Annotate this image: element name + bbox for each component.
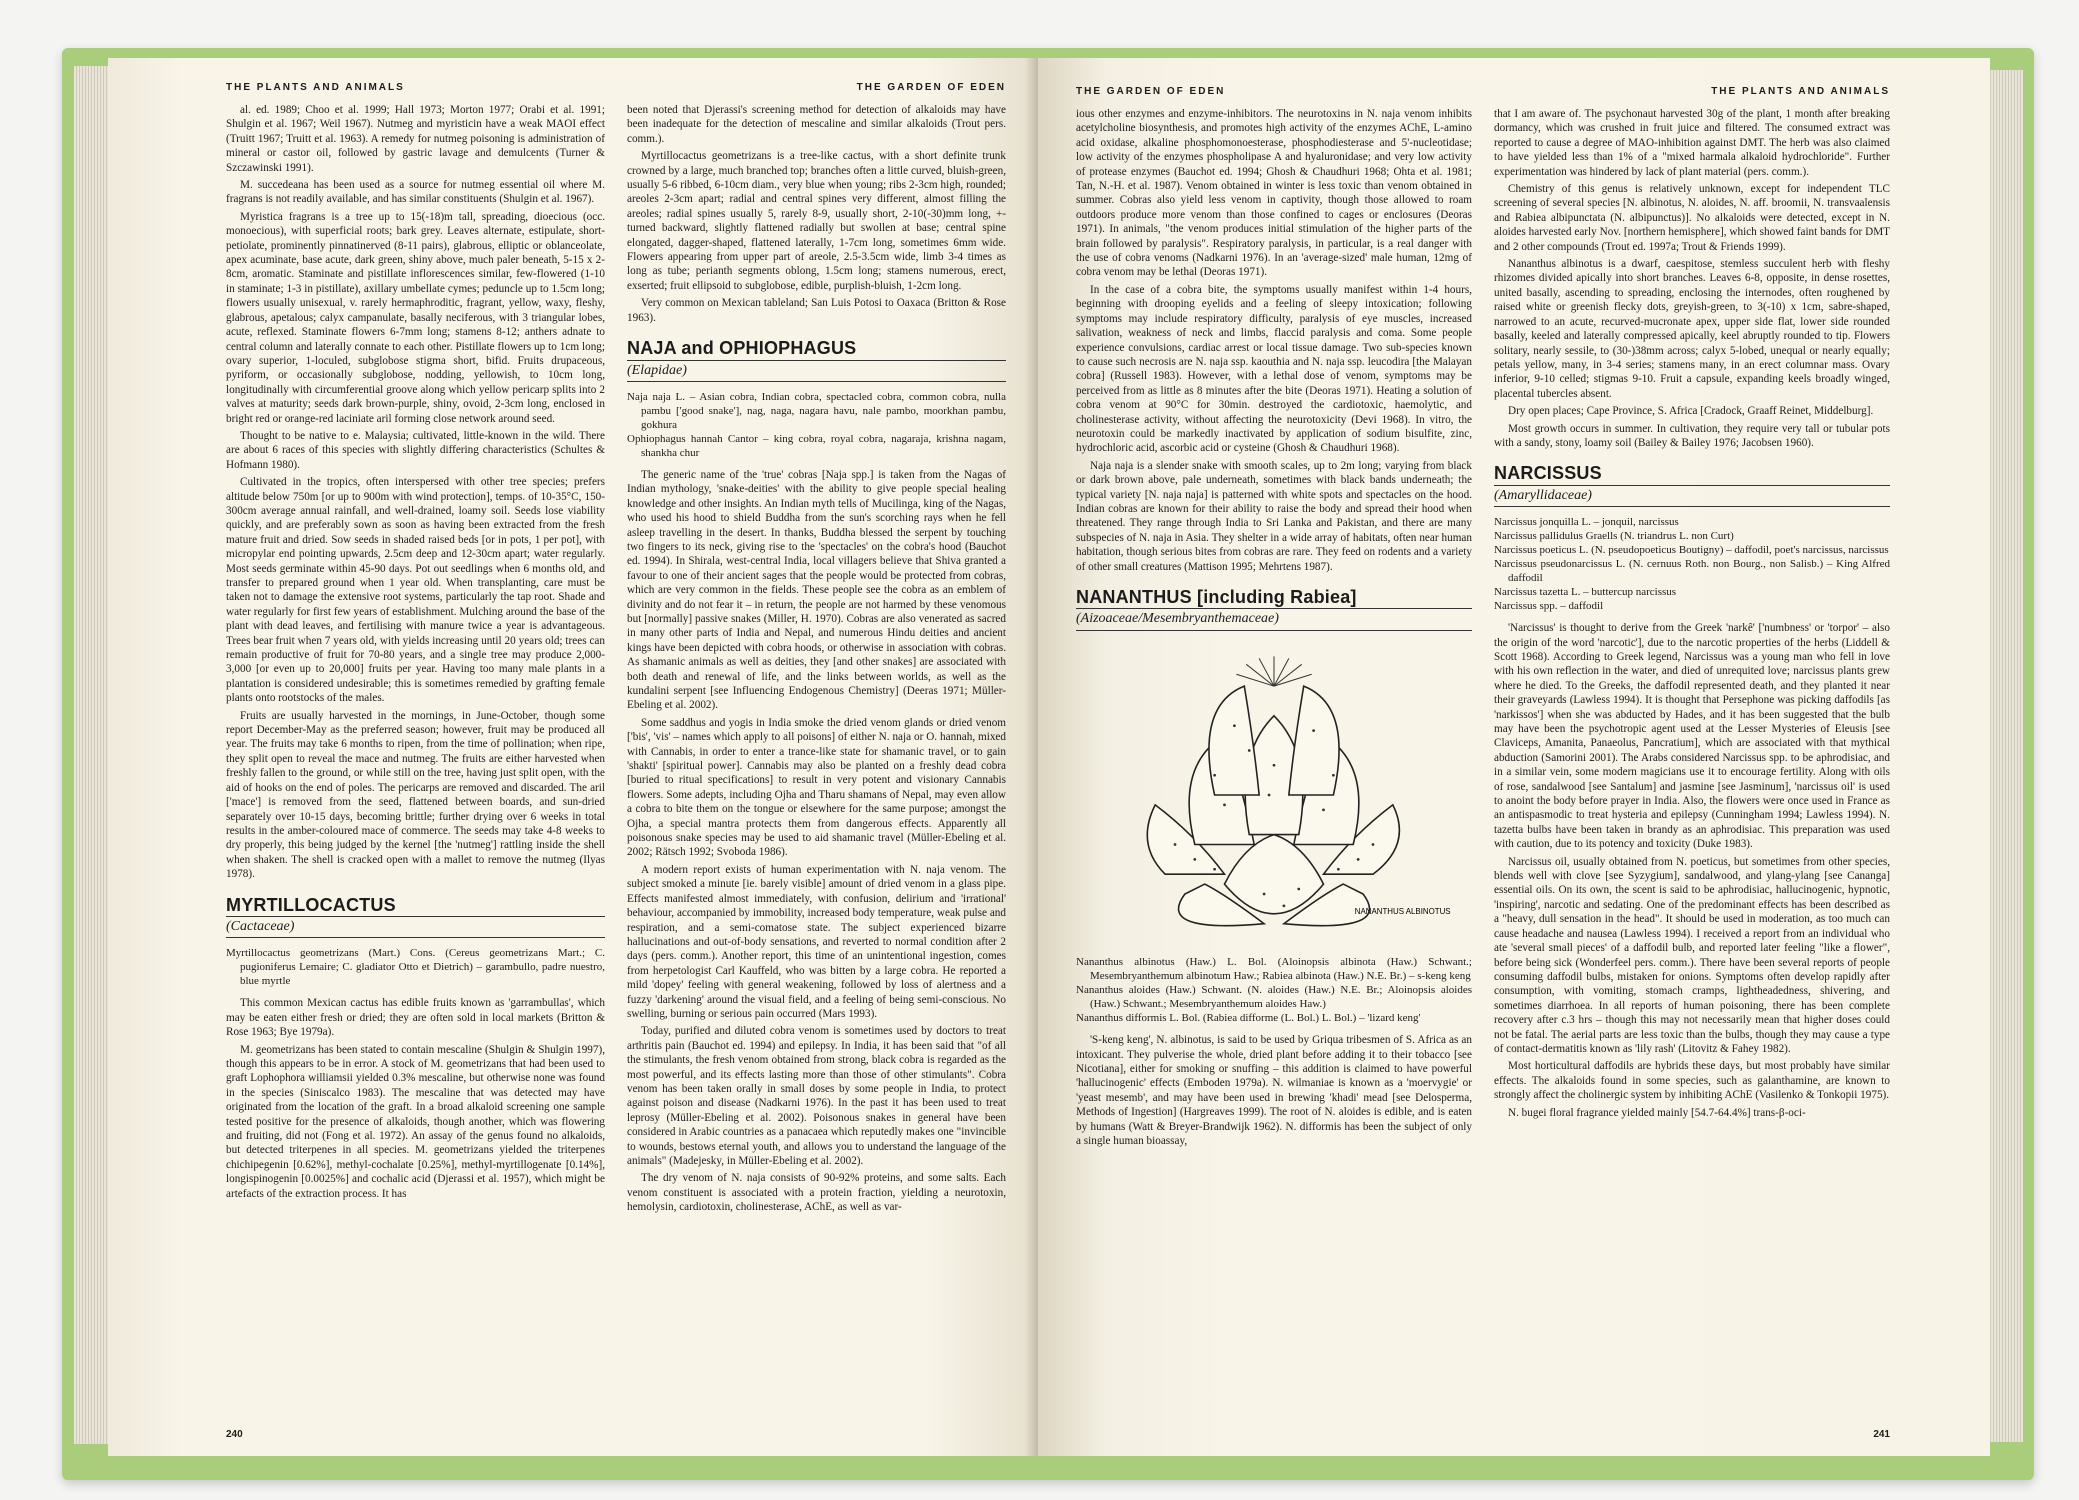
paragraph: Most growth occurs in summer. In cultivation, they require very tall or tubular pots with a sandy, stony, loamy soil (Bailey & Bailey 1976; Jacobsen 1960). [1494, 422, 1890, 449]
paragraph: Myrtillocactus geometrizans is a tree-like cactus, with a short definite trunk crowned by a large, much branched top; branches often a little curved, bluish-green, usually 5-6 ribbed, 6-10cm diam., very blue when young; ribs 2-3cm high, rounded; areoles 2-3cm apart; radial and central spines very different, almost filling the areoles; radial spines usually 5, rarely 8-9, usually short, 2-10(-30)mm long, +- turned backward, slightly flattened radially but swollen at base; central spine elongated, dagger-shaped, flattened laterally, 1-7cm long, sometimes 6mm wide. Flowers appearing from upper part of areole, 2.5-3.5cm wide, limb 3-4 times as long as tube; perianth segments oblong, 1.5cm long; stamens numerous, erect, exserted; fruit ellipsoid to subglobose, edible, purplish-bluish, 1-2cm long. [627, 150, 1006, 292]
nananthus-cont [1494, 107, 1890, 450]
paragraph: Most horticultural daffodils are hybrids these days, but most probably have similar effects. The alkaloids found in some species, such as galanthamine, are known to strongly affect the cholinergic system by inhibiting AChE (Vasilenko & Tonkopii 1975). [1494, 1060, 1890, 1102]
synonym-entry: Narcissus pallidulus Graells (N. triandrus L. non Curt) [1494, 530, 1734, 543]
paragraph: that I am aware of. The psychonaut harvested 30g of the plant, 1 month after breaking dormancy, which was crushed in fruit juice and filtered. The consumed extract was reported to cause a degree of MAO-inhibition against DMT. The herb was also claimed to have yielded less than 1% of a "mixed harmala alkaloid hydrochloride". Further experimentation was hindered by lack of plant material (pers. comm.). [1494, 108, 1890, 178]
synonym-entry: Nananthus difformis L. Bol. (Rabiea difforme (L. Bol.) L. Bol.) – 'lizard keng' [1076, 1012, 1421, 1025]
paragraph: In the case of a cobra bite, the symptoms usually manifest within 1-4 hours, beginning with drooping eyelids and a feeling of sleepy intoxication; following symptoms may include respiratory difficulty, paralysis of eye muscles, increased salivation, weakness of neck and limbs, flaccid paralysis and coma. Some people experience convulsions, cardiac arrest or local tissue damage. Two sub-species known to cause such necrosis are N. naja ssp. kaouthia and N. naja ssp. leucodira [the Malayan cobra] (Russell 1983). However, with a lethal dose of venom, symptoms may be perceived from as little as 8 minutes after the bite (Deoras 1971). Heating a solution of cobra venom at 90°C for 30min. destroyed the cardiotoxic, haemolytic, and cholinesterase activity, without affecting the neurotoxicity (Devi 1968). In vitro, the neurotoxin could be markedly inactivated by application of sodium bisulfite, zinc, hydrochloric acid, ascorbic acid or cysteine (Ghosh & Chaudhuri 1968). [1076, 283, 1472, 455]
synonym-entry: Nananthus aloides (Haw.) Schwant. (N. aloides (Haw.) N.E. Br.; Aloinopsis aloides (Haw.) Schwant.; Mesembryanthemum aloides Haw.) [1076, 984, 1472, 1011]
family-myrtillocactus: (Cactaceae) [226, 916, 605, 938]
paragraph: 'Narcissus' is thought to derive from the Greek 'narkê' ['numbness' or 'torpor' – also the origin of the word 'narcotic'], due to the narcotic properties of the herbs (Liddell & Scott 1968). According to Greek legend, Narcissus was a young man who fell in love with his own reflection in the water, and died of unrequited love; narcissus plants grew where he died. To the Greeks, the daffodil represented death, and they planted it near their graveyards (Lawless 1994). It is thought that Persephone was picking daffodils [as 'narkissos'] when she was abducted by Hades, and it has been suggested that the bulb may have been the psychotropic agent used at the Lesser Mysteries of Eleusis [see Claviceps, Amanita, Panaeolus, Pancratium], which are associated with that mythical abduction (Samorini 2001). The Arabs considered Narcissus spp. to be aphrodisiac, and in a similar vein, some modern magicians use it to encourage fertility. Along with oils of rose, sandalwood [see Santalum] and jasmine [see Jasminum], 'narcissus oil' is used to anoint the body before prayer in India. Also, the flowers were once used in France as an antispasmodic to treat hysteria and epilepsy (Cunningham 1994; Lawless 1994). N. tazetta bulbs have been taken in brandy as an aphrodisiac. This preparation was used with caution, due to its potency and toxicity (Duke 1983). [1494, 622, 1890, 851]
paragraph: Myristica fragrans is a tree up to 15(-18)m tall, spreading, dioecious (occ. monoecious), with superficial roots; bark grey. Leaves alternate, estipulate, short-petiolate, prominently pinnatinerved (8-11 pairs), glabrous, elliptic or oblanceolate, apex acuminate, base acute, dark green, shiny above, much paler beneath, 5-15 x 2-8cm, aromatic. Staminate and pistillate inflorescences similar, few-flowered (1-10 in staminate; 1-3 in pistillate), axillary umbellate cymes; peduncle up to 1.5cm long; flowers usually unisexual, v. rarely hermaphroditic, fragrant, yellow, waxy, fleshy, glabrous, apetalous; calyx campanulate, basally neciferous, with 3 triangular lobes, acute, reflexed. Staminate flowers 6-7mm long; stamens 8-12; anthers adnate to central column and laterally connate to each other. Pistillate flowers up to 1cm long; ovary superior, 1-loculed, subglobose stigma short, bifid. Fruits drupaceous, pyriform, or occasionally subglobose, nodding, yellowish, to 10cm long, longitudinally with circumferential groove along which yellow pericarp splits into 2 valves at maturity; seeds dark brown-purple, shiny, ovoid, 2-3cm long, enclosed in bright red or orange-red laciniate aril forming close network around seed. [226, 210, 605, 425]
genus-heading-naja: NAJA and OPHIOPHAGUS [627, 338, 857, 359]
right-column-2 [1494, 107, 1890, 1397]
genus-heading-narcissus: NARCISSUS [1494, 463, 1602, 484]
synonymy-narcissus [1494, 515, 1890, 613]
left-column-1 [226, 103, 605, 1393]
synonym-entry: Naja naja L. – Asian cobra, Indian cobra, spectacled cobra, common cobra, nulla pambu ['good snake'], nag, naga, nagara havu, nale pambo, moorkhan pambu, gokhura [627, 390, 1006, 431]
paragraph: Fruits are usually harvested in the mornings, in June-October, though some report December-May as the preferred season; however, fruit may be produced all year. The fruits may take 6 months to ripen, from the time of pollination; when ripe, they split open to reveal the mace and nutmeg. The fruits are either harvested when freshly fallen to the ground, or while still on the tree, having just split open, with the aid of hooks on the end of poles. The pericarps are removed and discarded. The aril ['mace'] is removed from the seed, flattened between boards, and sun-dried separately over 10-15 days, becoming brittle; further drying over 6 weeks in total results in the amber-coloured mace of commerce. The seeds may take 4-8 weeks to dry properly, this being judged by the kernel [the 'nutmeg'] rattling inside the shell when shaken. The shell is cracked open with a mallet to remove the nutmeg (Ilyas 1978). [226, 709, 605, 881]
running-head-right: THE GARDEN OF EDEN [856, 82, 1006, 93]
synonym-entry: Narcissus pseudonarcissus L. (N. cernuus Roth. non Bourg., non Salisb.) – King Alfred daffodil [1494, 558, 1890, 585]
left-page [108, 58, 1038, 1456]
running-head-right: THE PLANTS AND ANIMALS [1711, 86, 1890, 97]
paragraph: Nananthus albinotus is a dwarf, caespitose, stemless succulent herb with fleshy rhizomes divided apically into short branches. Leaves 6-8, opposite, in dense rosettes, united basally, ascending to spreading, enclosing the internodes, often roughened by raised white or greenish flecky dots, greyish-green, to 3(-10) x 1cm, sabre-shaped, narrowed to an acute, recurved-mucronate apex, upper side flat, lower side rounded basally, keeled and laterally compressed apically, keel abruptly rounded to tip. Flowers solitary, nearly sessile, to (30-)38mm across; calyx 5-lobed, unequal or nearly equally; petals yellow, many, in 3-4 series; stamens many, in an erect columnar mass. Ovary inferior, 9-10 celled; stigmas 9-10. Fruit a capsule, expanding keels broadly winged, placental tubercles absent. [1494, 258, 1890, 400]
paragraph: Thought to be native to e. Malaysia; cultivated, little-known in the wild. There are about 6 races of this species with slightly differing characteristics (Schultes & Hofmann 1980). [226, 429, 605, 471]
paragraph: Very common on Mexican tableland; San Luis Potosi to Oaxaca (Britton & Rose 1963). [627, 297, 1006, 324]
illustration-caption: NANANTHUS ALBINOTUS [1354, 906, 1451, 916]
nutmeg-text [226, 103, 605, 882]
running-head-left: THE PLANTS AND ANIMALS [226, 82, 405, 93]
myrtillocactus-cont [627, 103, 1006, 325]
family-naja: (Elapidae) [627, 360, 1006, 382]
synonym-entry: Myrtillocactus geometrizans (Mart.) Cons. (Cereus geometrizans Mart.; C. pugioniferus Lemaire; C. gladiator Otto et Dietrich) – garambullo, padre nuestro, blue myrtle [226, 947, 605, 988]
right-page [1038, 58, 1990, 1456]
page-number-right: 241 [1873, 1429, 1890, 1440]
right-column-1 [1076, 107, 1472, 1397]
synonym-entry: Narcissus spp. – daffodil [1494, 600, 1604, 613]
nananthus-illustration [1076, 645, 1472, 945]
page-number-left: 240 [226, 1429, 243, 1440]
paragraph: This common Mexican cactus has edible fruits known as 'garrambullas', which may be eaten either fresh or dried; they are often sold in local markets (Britton & Rose 1963; Bye 1979a). [226, 997, 605, 1039]
synonym-entry: Narcissus jonquilla L. – jonquil, narcissus [1494, 516, 1679, 529]
naja-cont [1076, 107, 1472, 574]
paragraph: Chemistry of this genus is relatively unknown, except for independent TLC screening of several species [N. albinotus, N. aloides, N. aff. broomii, N. transvaalensis and Rabiea albipunctata (N. albipunctus)]. No alkaloids were detected, except in N. aloides harvested early Nov. [northern hemisphere], which showed faint bands for DMT and 2 other compounds (Trout ed. 1997a; Trout & Friends 1999). [1494, 183, 1890, 253]
myrtillocactus-text [226, 996, 605, 1201]
paragraph: The generic name of the 'true' cobras [Naja spp.] is taken from the Nagas of Indian mythology, 'snake-deities' with the ability to give people special healing knowledge and other insights. An Indian myth tells of Mucilinga, king of the Nagas, who used his hood to shield Buddha from the sun's scorching rays when he fell asleep travelling in the desert. In thanks, Buddha blessed the serpent by touching two fingers to its neck, giving rise to the 'spectacles' on the cobra's hood (Bauchot ed. 1994). In Shirala, west-central India, local villagers believe that Shiva granted a favour to one of their ancient sages that the people would be protected from cobras, which are very common in the fields. These people see the cobra as an emblem of divinity and do not fear it – in return, the people are not harmed by these venomous but [normally] passive snakes (Miller, H. 1970). Cobras are also venerated as sacred in many other parts of India and Nepal, and numerous Hindu deities and ancient kings have been depicted with cobra hoods, or otherwise in association with cobras. As shamanic animals as well as deities, they [and other snakes] are associated with both death and renewal of life, and the links between worlds, as well as the kundalini serpent [see Influencing Endogenous Chemistry] (Deeras 1971; Müller-Ebeling et al. 2002). [627, 468, 1006, 712]
nananthus-text [1076, 1033, 1472, 1148]
paragraph: Dry open places; Cape Province, S. Africa [Cradock, Graaff Reinet, Middelburg]. [1508, 405, 1874, 418]
paragraph: N. bugei floral fragrance yielded mainly [54.7-64.4%] trans-β-oci- [1508, 1106, 1806, 1119]
synonym-entry: Nananthus albinotus (Haw.) L. Bol. (Aloinopsis albinota (Haw.) Schwant.; Mesembryanthemum albinotum Haw.; Rabiea albinota (Haw.) N.E. Br.) – s-keng keng [1076, 956, 1472, 983]
synonymy-nananthus [1076, 955, 1472, 1025]
paragraph: The dry venom of N. naja consists of 90-92% proteins, and some salts. Each venom constituent is associated with a protein fraction, yielding a neurotoxin, hemolysin, cardiotoxin, cholinesterase, AChE, as well as var- [627, 1172, 1006, 1214]
paragraph: Narcissus oil, usually obtained from N. poeticus, but sometimes from other species, blends well with clove [see Syzygium], sandalwood, and ylang-ylang [see Cananga] essential oils. On its own, the scent is said to be aphrodisiac, hallucinogenic, hypnotic, 'inspiring', narcotic and sedating. One of the predominant effects has been described as a "heavy, dull sensation in the head". It should be used in moderation, as too much can cause headache and nausea (Lawless 1994). I received a report from an individual who ate 'several small pieces' of a daffodil bulb, and reported later feeling "like a flower", before being sick (Wonderfeel pers. comm.). There have been several reports of people consuming daffodil bulbs, mistaken for onions. Symptoms often develop rapidly after consumption, with vomiting, stomach cramps, lightheadedness, shivering, and sometimes diarrhoea. In all reports of human poisoning, there has been complete recovery after c.3 hrs – though this may not necessarily mean that higher doses could not be fatal. The aerial parts are less toxic than the bulbs, though they may cause a type of contact-dermatitis known as 'lily rash' (Litovitz & Fahey 1982). [1494, 855, 1890, 1055]
family-nananthus: (Aizoaceae/Mesembryanthemaceae) [1076, 608, 1472, 630]
synonym-entry: Narcissus tazetta L. – buttercup narcissus [1494, 586, 1677, 599]
synonym-entry: Ophiophagus hannah Cantor – king cobra, royal cobra, nagaraja, krishna nagam, shankha chur [627, 432, 1006, 459]
paragraph: ious other enzymes and enzyme-inhibitors. The neurotoxins in N. naja venom inhibits acetylcholine biosynthesis, and promotes high activity of the enzymes AChE, L-amino acid oxidase, alkaline phosphomonoesterase, phosphodiesterase and 5'-nucleotidase; low activity of the enzymes phospholipase A and hyaluronidase; and very low activity of protease enzymes (Bauchot ed. 1994; Ghosh & Chaudhuri 1968; Ohta et al. 1981; Tan, N.-H. et al. 1987). Venom obtained in winter is less toxic than venom obtained in summer. Cobras also yield less venom in captivity, though those allowed to roam outdoors produce more venom than those confined to cages or enclosures (Deoras 1971). In animals, "the venom produces initial stimulation of the higher parts of the brain followed by paralysis". Respiratory paralysis, in particular, is a real danger with the use of cobra venoms (Nadkarni 1976). In an 'average-sized' male human, 12mg of cobra venom may be lethal (Deoras 1971). [1076, 108, 1472, 279]
left-column-2 [627, 103, 1006, 1393]
paragraph: Some saddhus and yogis in India smoke the dried venom glands or dried venom ['bis', 'vis' – names which apply to all poisons] of either N. naja or O. hannah, mixed with Cannabis, in order to enter a trance-like state for shamanic travel, or to gain 'shakti' [spiritual power]. Cannabis may also be planted on a freshly dead cobra [buried to ritual specifications] to result in very potent and visionary Cannabis flowers. Some adepts, including Ojha and Tharu shamans of Nepal, may even allow a cobra to bite them on the tongue or elsewhere for the same purpose; amongst the Ojha, a special mantra protects them from dangerous effects. Apparently all poisonous snake species may be used to aid shamanic travel (Müller-Ebeling et al. 2002; Rätsch 1992; Svoboda 1986). [627, 716, 1006, 859]
paragraph: M. geometrizans has been stated to contain mescaline (Shulgin & Shulgin 1997), though this appears to be in error. A stock of M. geometrizans that had been used to graft Lophophora williamsii yielded 0.3% mescaline, but otherwise none was found in the species (Siniscalco 1983). The mescaline that was detected may have originated from the location of the graft. In a broad alkaloid screening one sample tested positive for the presence of alkaloids, though another, which was flowering and fruiting, did not (Fong et al. 1972). An assay of the genus found no alkaloids, but detected triterpenes in all species. M. geometrizans yielded the triterpenes chichipegenin [0.62%], methyl-cochalate [0.25%], methyl-myrtillogenate [0.14%], longispinogenin [0.0025%] and cochalic acid (Djerassi et al. 1957), which might be artefacts of the extraction process. It has [226, 1043, 605, 1200]
running-head-left: THE GARDEN OF EDEN [1076, 86, 1226, 97]
paragraph: M. succedeana has been used as a source for nutmeg essential oil where M. fragrans is not readily available, and has similar constituents (Shulgin et al. 1967). [226, 179, 605, 206]
paragraph: been noted that Djerassi's screening method for detection of alkaloids may have been inadequate for the detection of mescaline and similar alkaloids (Trout pers. comm.). [627, 104, 1006, 145]
paragraph: A modern report exists of human experimentation with N. naja venom. The subject smoked a minute [ie. barely visible] amount of dried venom in a glass pipe. Effects manifested almost immediately, with confusion, delirium and 'irrational' behaviour, accompanied by immobility, increased body temperature, weak pulse and respiration, and a semi-comatose state. The subject experienced bizarre hallucinations and out-of-body sensations, and reverted to normal condition after 2 days (pers. comm.). Another report, this time of an unintentional ingestion, comes from herpetologist Carl Kauffeld, who was bitten by a large cobra. He reported a mild 'dopey' feeling with general weakening, followed by loss of alertness and a fuzzy 'darkening' around the visual field, and a feeling of being semi-conscious. No swelling, burning or serious pain occurred (Mars 1993). [627, 863, 1006, 1020]
synonym-entry: Narcissus poeticus L. (N. pseudopoeticus Boutigny) – daffodil, poet's narcissus, narcissus [1494, 544, 1889, 557]
synonymy-naja [627, 390, 1006, 460]
family-narcissus: (Amaryllidaceae) [1494, 485, 1890, 507]
paragraph: Cultivated in the tropics, often interspersed with other tree species; prefers altitude below 750m [or up to 900m with wind protection], temps. of 10-35°C, 150-300cm average annual rainfall, and well-drained, loamy soil. Seeds lose viability quickly, and are preferably sown as soon as having been extracted from the fresh mature fruit and dried. Sow seeds in shaded raised beds [or in pots, 1 per pot], with micropylar end pointing upwards, 2.5cm deep and 12-30cm apart; water regularly. Most seeds germinate within 45-90 days. Pot out seedlings when 6 months old, and transfer to prepared ground when 1 year old. When transplanting, care must be taken not to damage the extensive root systems, particularly the tap root. Shade and water regularly for first few years of establishment. Mulching around the base of the plant with dead leaves, and fertilising with manure twice a year is advantageous. Trees bear fruit when 7 years old, with yields increasing until 20 years old; trees can remain productive of fruit for 70-80 years, and a single tree may produce 2,000-3,000 [or even up to 20,000] fruits per year. Having too many male plants in a plantation is considered undesirable; this is sometimes remedied by grafting female plants onto rootstocks of the males. [226, 476, 605, 705]
genus-heading-nananthus: NANANTHUS [including Rabiea] [1076, 587, 1357, 607]
page-edges-right [1985, 70, 2023, 1442]
synonymy-myrtillocactus [226, 946, 605, 988]
narcissus-text [1494, 621, 1890, 1120]
paragraph: Naja naja is a slender snake with smooth scales, up to 2m long; varying from black or dark brown above, pale underneath, sometimes with black bands underneath; the typical variety [N. naja naja] is patterned with white spots and spectacles on the hood. Indian cobras are known for their ability to raise the body and spread their hood when threatened. They range through India to Sri Lanka and Pakistan, and there are many subspecies of N. naja in Asia. They shelter in a wide array of habitats, often near human habitation, though serious bites from cobras are rare. They feed on rodents and a variety of other small creatures (Mattison 1995; Mehrtens 1987). [1076, 459, 1472, 573]
paragraph: al. ed. 1989; Choo et al. 1999; Hall 1973; Morton 1977; Orabi et al. 1991; Shulgin et al. 1967; Weil 1967). Nutmeg and myristicin have a weak MAOI effect (Truitt 1967; Truitt et al. 1963). A remedy for nutmeg poisoning is administration of mineral or castor oil, followed by gastric lavage and demulcents (Turner & Szczawinski 1991). [226, 104, 605, 174]
paragraph: Today, purified and diluted cobra venom is sometimes used by doctors to treat arthritis pain (Bauchot ed. 1994) and epilepsy. In India, it has been said that "of all the stimulants, the fresh venom obtained from strong, black cobra is regarded as the most powerful, and its effects lasting more than those of other stimulants". Cobra venom has been taken orally in small doses by some people in India, to protect against poison and disease (Nadkarni 1976). In the past it has been used to treat leprosy (Müller-Ebeling et al. 2002). Poisonous snakes in general have been considered in Arabic countries as a panacaea which reputedly makes one "invincible to wounds, bestows eternal youth, and allows you to understand the language of the animals" (Madejesky, in Müller-Ebeling et al. 2002). [627, 1025, 1006, 1167]
running-head [1076, 86, 1890, 97]
naja-text [627, 468, 1006, 1215]
running-head [226, 82, 1006, 93]
paragraph: 'S-keng keng', N. albinotus, is said to be used by Griqua tribesmen of S. Africa as an intoxicant. They pulverise the whole, dried plant before adding it to their tobacco [see Nicotiana], either for smoking or snuffing – this addition is claimed to have powerful 'hallucinogenic' effects (Emboden 1979a). N. wilmaniae is known as a 'moervygie' or 'yeast mesemb', and may have been used in brewing 'khadi' mead [see Delosperma, Methods of Ingestion] (Hargreaves 1999). The root of N. aloides is edible, and is eaten by humans (Watt & Breyer-Brandwijk 1962). N. difformis has been the subject of only a single human bioassay, [1076, 1034, 1472, 1148]
genus-heading-myrtillocactus: MYRTILLOCACTUS [226, 894, 396, 915]
